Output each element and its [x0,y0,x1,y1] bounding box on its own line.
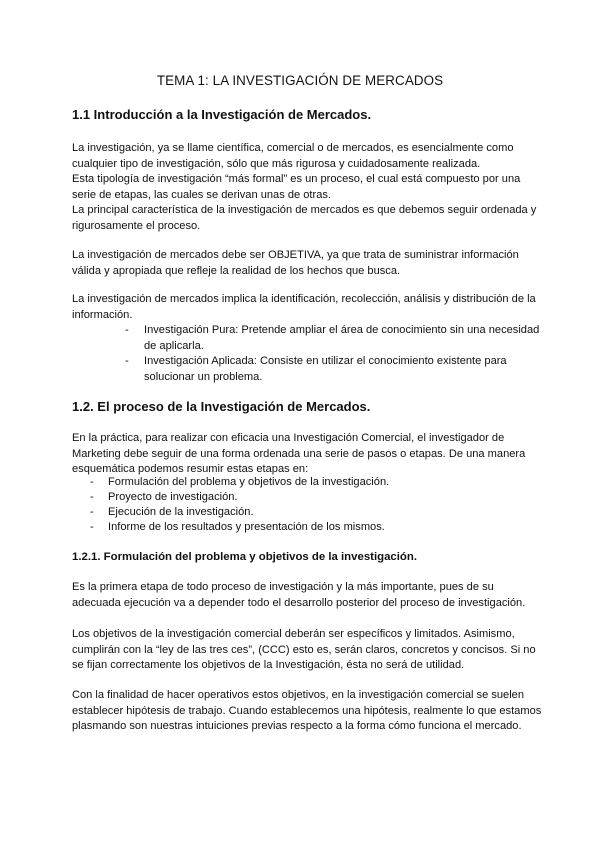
bullet-dash: - [90,506,94,518]
bullet-dash: - [125,324,129,336]
bullet-dash: - [90,491,94,503]
section-heading-1-2-1: 1.2.1. Formulación del problema y objetivos de la investigación. [72,551,417,563]
bullet-dash: - [125,355,129,367]
list-item-step: Proyecto de investigación. [108,491,238,503]
bullet-dash: - [90,521,94,533]
paragraph-hipotesis: Con la finalidad de hacer operativos estos objetivos, en la investigación comercial se suelen establecer hipótesis de trabajo. Cuando establecemos una hipótesis, realmente lo que estamos plasmando son nuestras intuiciones previas respecto a la forma cómo funciona el mercado. [72,689,542,732]
list-item-step: Ejecución de la investigación. [108,506,254,518]
paragraph-objetiva: La investigación de mercados debe ser OBJETIVA, ya que trata de suministrar información válida y apropiada que refleje la realidad de los hechos que busca. [72,249,519,277]
bullet-dash: - [90,476,94,488]
paragraph-intro: La investigación, ya se llame científica, comercial o de mercados, es esencialmente como cualquier tipo de investigación, sólo que más rigurosa y cuidadosamente realizada. Esta tipología de investigación “más formal” es un proceso, el cual está compuesto por una serie de etapas, las cuales se derivan unas de otras. La principal característica de la investigación de mercados es que debemos seguir ordenada y rigurosamente el proceso. [72,142,537,232]
document-title: TEMA 1: LA INVESTIGACIÓN DE MERCADOS [156,73,444,88]
section-heading-1-1: 1.1 Introducción a la Investigación de Mercados. [72,107,372,122]
list-item-step: Formulación del problema y objetivos de la investigación. [108,476,390,488]
section-heading-1-2: 1.2. El proceso de la Investigación de Mercados. [72,399,371,414]
list-item-pura: Investigación Pura: Pretende ampliar el área de conocimiento sin una necesidad de aplicarla. [144,324,540,352]
paragraph-implica: La investigación de mercados implica la identificación, recolección, análisis y distribución de la información. [72,293,536,321]
list-item-aplicada: Investigación Aplicada: Consiste en utilizar el conocimiento existente para solucionar un problema. [144,355,507,383]
paragraph-objetivos: Los objetivos de la investigación comercial deberán ser específicos y limitados. Asimismo, cumplirán con la “ley de las tres ces”, (CCC) esto es, serán claros, concretos y concisos. Si no se fijan correctamente los objetivos de la Investigación, ésta no será de utilidad. [72,628,536,671]
paragraph-proceso: En la práctica, para realizar con eficacia una Investigación Comercial, el investigador de Marketing debe seguir de una forma ordenada una serie de pasos o etapas. De una manera esquemática podemos resumir estas etapas en: [72,432,526,475]
paragraph-primera-etapa: Es la primera etapa de todo proceso de investigación y la más importante, pues de su adecuada ejecución va a depender todo el desarrollo posterior del proceso de investigación. [72,581,526,609]
list-item-step: Informe de los resultados y presentación de los mismos. [108,521,385,533]
